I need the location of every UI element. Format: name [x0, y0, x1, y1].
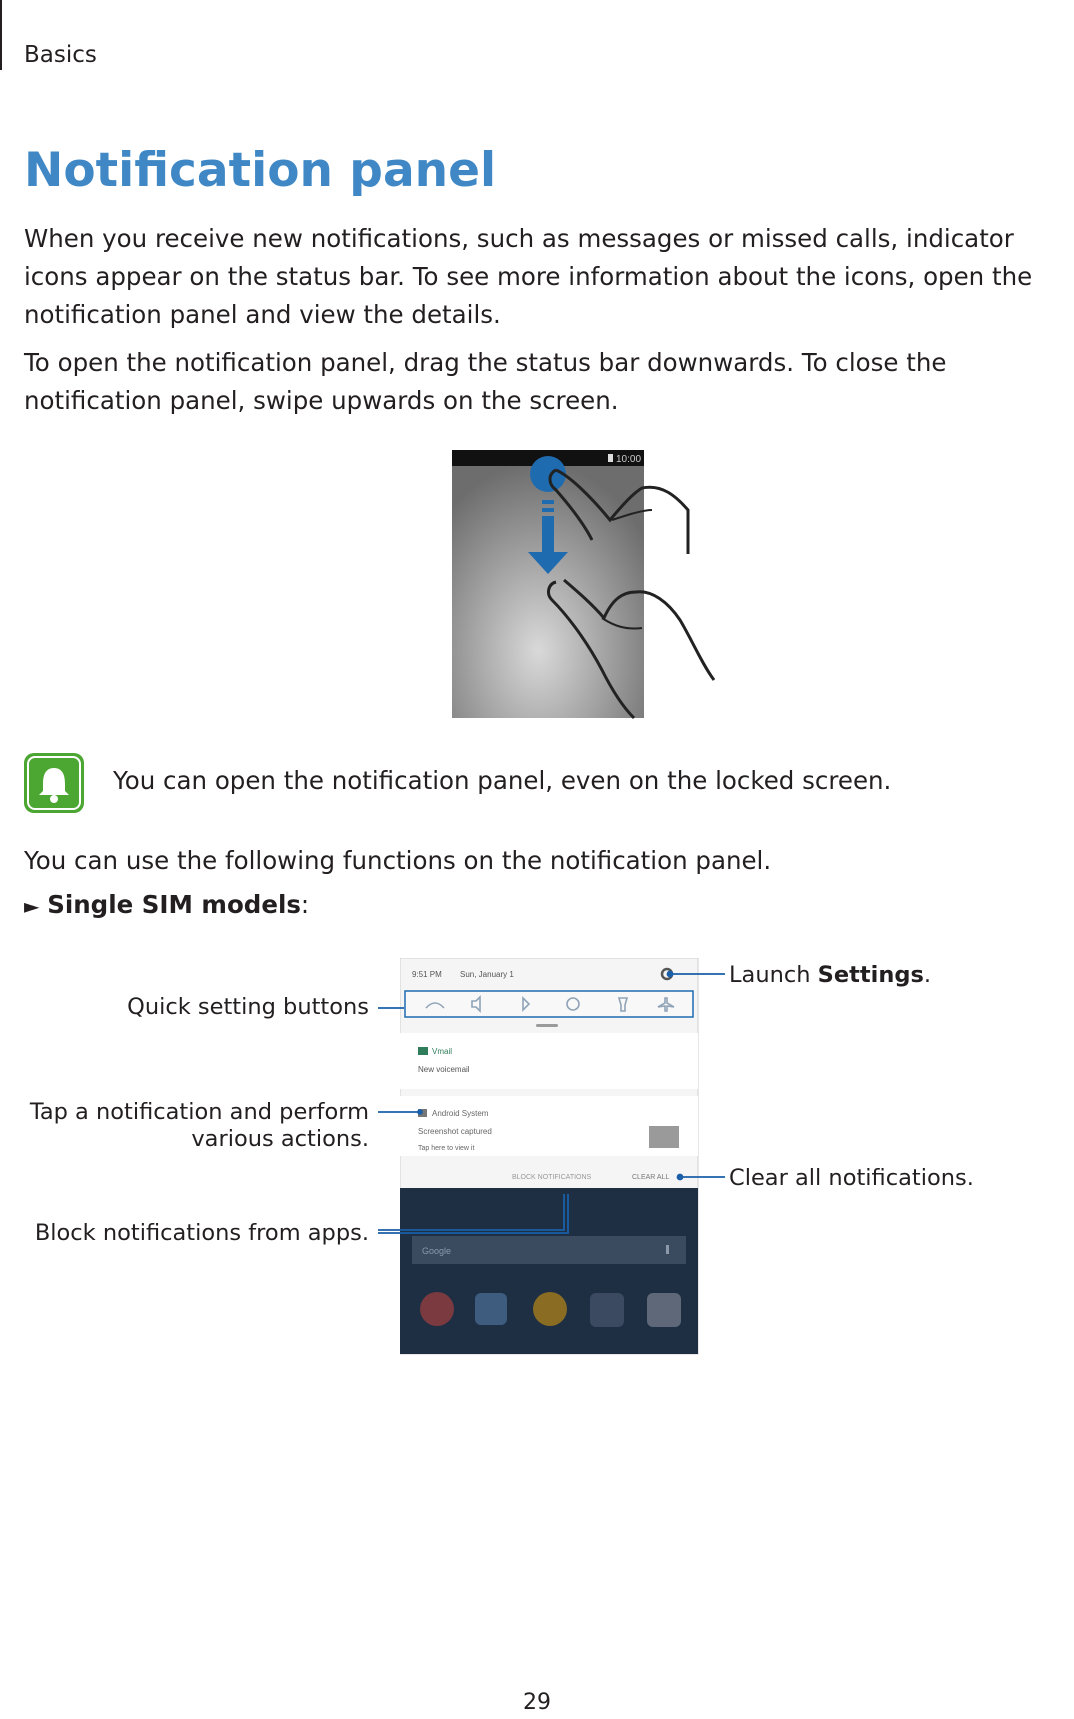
calendar-app-icon[interactable]: [475, 1293, 507, 1325]
status-clock: 10:00: [616, 454, 642, 465]
callout-quick-settings: Quick setting buttons: [127, 994, 369, 1020]
subheading-label: Single SIM models: [47, 890, 301, 919]
subheading: ► Single SIM models:: [24, 890, 310, 919]
panel-time: 9:51 PM: [412, 970, 442, 979]
notif2-app: Android System: [432, 1109, 489, 1118]
notif1-app: Vmail: [432, 1047, 453, 1056]
notif2-title: Screenshot captured: [418, 1127, 492, 1136]
samsung-apps-icon[interactable]: [647, 1293, 681, 1327]
gallery-app-icon[interactable]: [533, 1292, 567, 1326]
search-bar[interactable]: [412, 1236, 686, 1264]
search-placeholder: Google: [422, 1246, 452, 1256]
drag-down-illustration: [452, 450, 772, 720]
notif1-title: New voicemail: [418, 1065, 470, 1074]
note-bell-icon: [24, 753, 84, 813]
block-notifications-button[interactable]: BLOCK NOTIFICATIONS: [512, 1174, 592, 1181]
paragraph-2: To open the notification panel, drag the status bar downwards. To close the notification panel, swipe upwards on the screen.: [24, 348, 947, 415]
callout-tap-notification: Tap a notification and perform various actions.: [29, 1099, 369, 1152]
clear-all-button[interactable]: CLEAR ALL: [632, 1174, 670, 1181]
triangle-marker-icon: ►: [24, 894, 40, 918]
page-title: Notification panel: [24, 143, 497, 198]
callout-launch-settings: Launch Settings.: [729, 962, 932, 988]
header-rule: [0, 0, 2, 70]
notif2-sub: Tap here to view it: [418, 1145, 475, 1152]
battery-icon: [608, 454, 613, 462]
page-number: 29: [523, 1690, 551, 1715]
paragraph-1: When you receive new notifications, such as messages or missed calls, indicator icons appear on the status bar. To see more information about the icons, open the notification panel and view the details.: [24, 224, 1033, 329]
intro-text: You can use the following functions on the notification panel.: [24, 846, 772, 875]
callout-clear-all: Clear all notifications.: [729, 1165, 974, 1191]
mic-icon[interactable]: [666, 1245, 669, 1254]
panel-date: Sun, January 1: [460, 970, 514, 979]
google-apps-icon[interactable]: [590, 1293, 624, 1327]
section-label: Basics: [24, 42, 97, 68]
email-app-icon[interactable]: [420, 1292, 454, 1326]
callout-block-notifications: Block notifications from apps.: [34, 1220, 369, 1246]
note-text: You can open the notification panel, even on the locked screen.: [113, 766, 892, 795]
